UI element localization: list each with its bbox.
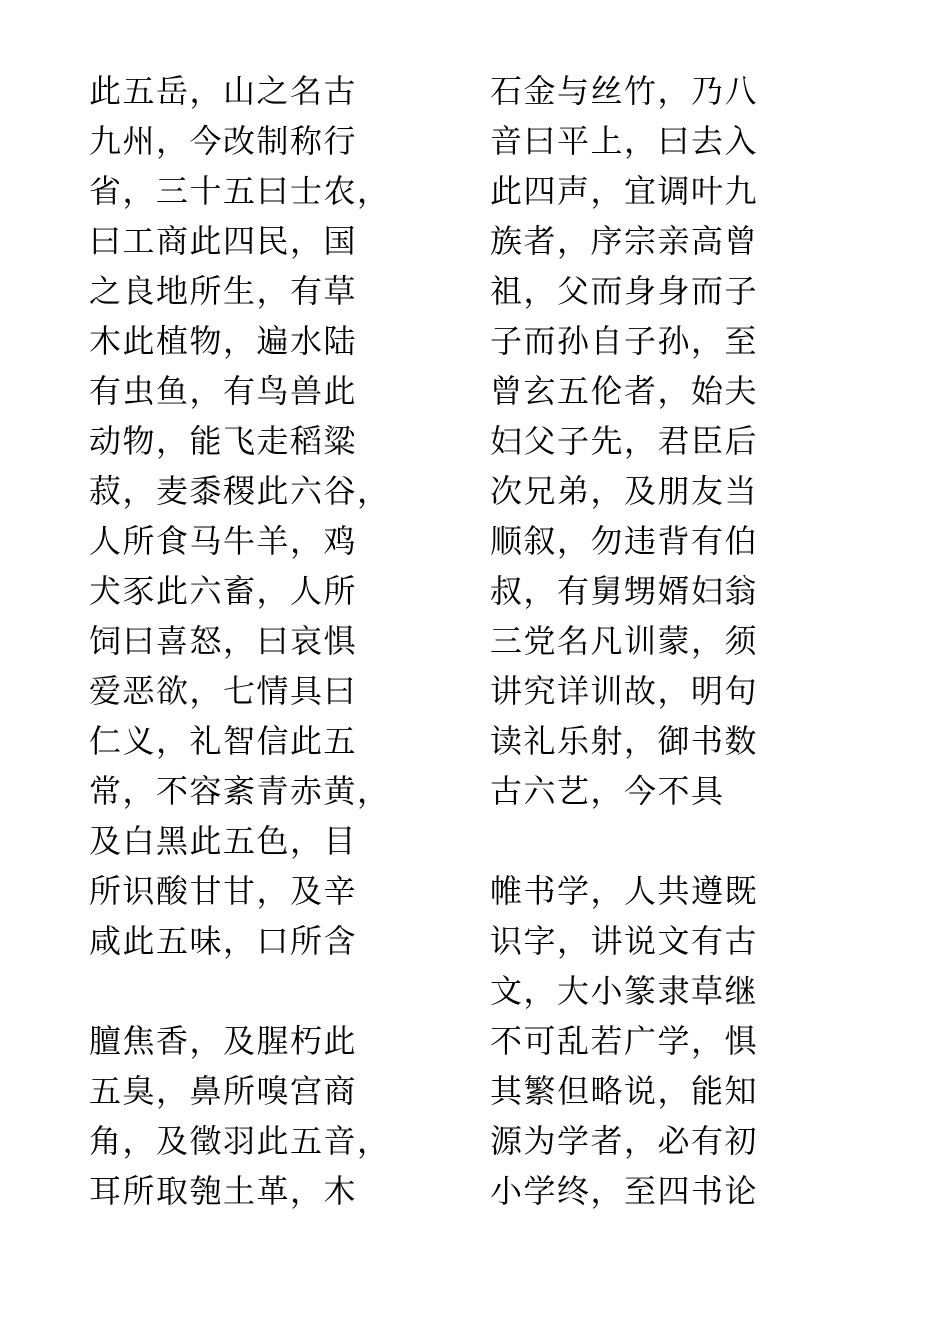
- text-line: 角，及徵羽此五音，: [89, 1122, 391, 1160]
- text-line: 耳所取匏土革，木: [89, 1172, 358, 1210]
- text-line: 人所食马牛羊，鸡: [89, 522, 358, 560]
- text-line: 仁义，礼智信此五: [89, 722, 358, 760]
- text-line: 此四声，宜调叶九: [490, 172, 759, 210]
- text-line: 省，三十五曰士农，: [89, 172, 391, 210]
- text-line: 五臭，鼻所嗅宫商: [89, 1072, 358, 1110]
- text-line: 爱恶欲，七情具曰: [89, 672, 358, 710]
- text-line: 所识酸甘甘，及辛: [89, 872, 358, 910]
- text-line: 曾玄五伦者，始夫: [490, 372, 759, 410]
- text-line: 源为学者，必有初: [490, 1122, 759, 1160]
- text-line: 祖，父而身身而子: [490, 272, 759, 310]
- text-line: 识字，讲说文有古: [490, 922, 759, 960]
- left-column: [89, 66, 389, 1216]
- text-line: 叔，有舅甥婿妇翁: [490, 572, 759, 610]
- left-paragraph-1: [89, 66, 389, 966]
- text-line: 三党名凡训蒙，须: [490, 622, 759, 660]
- text-line: 读礼乐射，御书数: [490, 722, 759, 760]
- text-line: 古六艺，今不具: [490, 772, 725, 810]
- text-line: 讲究详训故，明句: [490, 672, 759, 710]
- text-line: 动物，能飞走稻粱: [89, 422, 358, 460]
- text-line: 曰工商此四民，国: [89, 222, 358, 260]
- text-line: 之良地所生，有草: [89, 272, 358, 310]
- text-line: 文，大小篆隶草继: [490, 972, 759, 1010]
- right-paragraph-2: [490, 866, 790, 1216]
- text-line: 木此植物，遍水陆: [89, 322, 358, 360]
- text-line: 族者，序宗亲高曾: [490, 222, 759, 260]
- paragraph-gap: [89, 966, 389, 1016]
- text-line: 九州，今改制称行: [89, 122, 358, 160]
- text-line: 妇父子先，君臣后: [490, 422, 759, 460]
- text-line: 帷书学，人共遵既: [490, 872, 759, 910]
- text-line: 菽，麦黍稷此六谷，: [89, 472, 391, 510]
- right-paragraph-1: [490, 66, 790, 816]
- right-column: [490, 66, 790, 1216]
- text-line: 犬豕此六畜，人所: [89, 572, 358, 610]
- text-line: 其繁但略说，能知: [490, 1072, 759, 1110]
- text-line: 膻焦香，及腥朽此: [89, 1022, 358, 1060]
- left-paragraph-2: [89, 1016, 389, 1216]
- text-line: 有虫鱼，有鸟兽此: [89, 372, 358, 410]
- text-line: 小学终，至四书论: [490, 1172, 759, 1210]
- text-line: 常，不容紊青赤黄，: [89, 772, 391, 810]
- text-line: 顺叙，勿违背有伯: [490, 522, 759, 560]
- text-line: 及白黑此五色，目: [89, 822, 358, 860]
- text-line: 咸此五味，口所含: [89, 922, 358, 960]
- text-line: 次兄弟，及朋友当: [490, 472, 759, 510]
- text-line: 不可乱若广学，惧: [490, 1022, 759, 1060]
- text-line: 此五岳，山之名古: [89, 72, 358, 110]
- text-line: 饲曰喜怒，曰哀惧: [89, 622, 358, 660]
- text-line: 石金与丝竹，乃八: [490, 72, 759, 110]
- text-line: 子而孙自子孙，至: [490, 322, 759, 360]
- paragraph-gap: [490, 816, 790, 866]
- text-line: 音曰平上，曰去入: [490, 122, 759, 160]
